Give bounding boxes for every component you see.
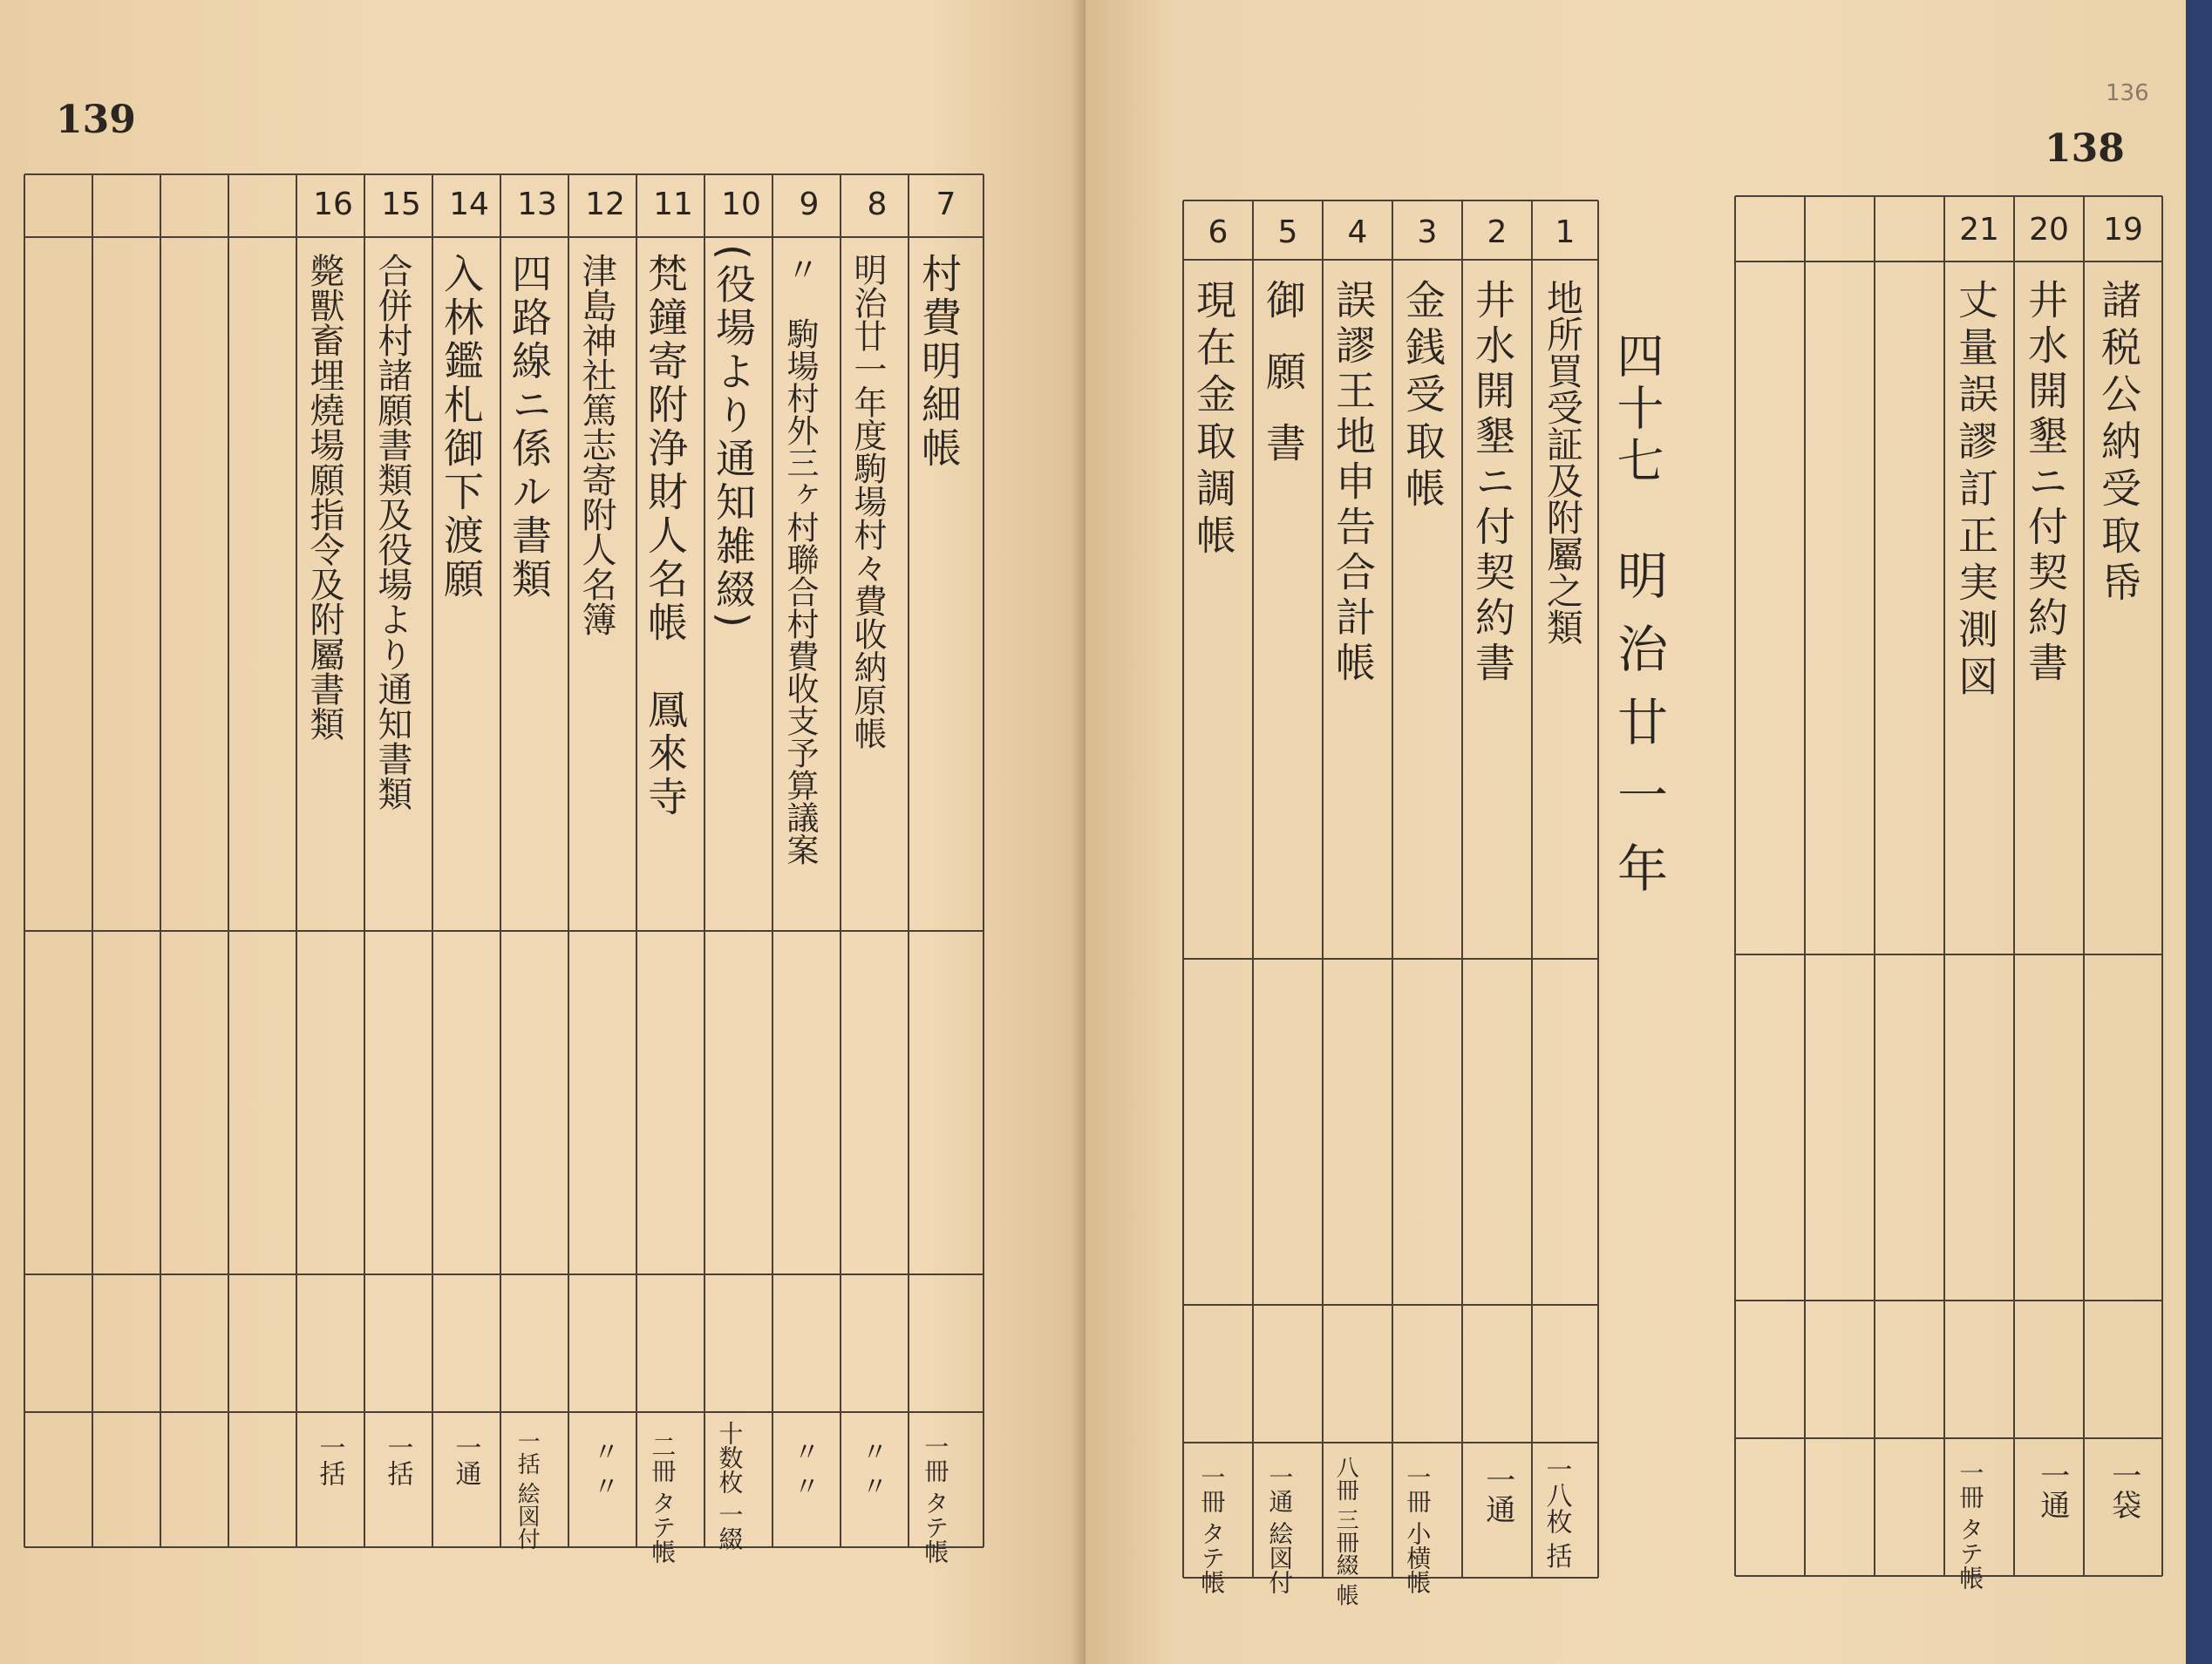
section-heading: 四十七 bbox=[1610, 331, 1664, 488]
entry-title: 金銭受取帳 bbox=[1399, 279, 1446, 514]
row-number: 13 bbox=[517, 187, 557, 222]
entry-quantity: 二冊 タテ帳 bbox=[648, 1434, 677, 1564]
row-number: 3 bbox=[1417, 214, 1438, 250]
row-number: 5 bbox=[1277, 214, 1298, 250]
entry-title: 御願書 bbox=[1260, 279, 1307, 493]
entry-quantity: 一通 bbox=[450, 1434, 481, 1486]
entry-title: 誤謬王地申告合計帳 bbox=[1330, 279, 1377, 687]
row-number: 10 bbox=[721, 187, 761, 222]
entry-quantity: 一括 絵図付 bbox=[514, 1430, 541, 1551]
row-number: 6 bbox=[1208, 214, 1229, 250]
row-number: 2 bbox=[1487, 214, 1508, 250]
entry-quantity: 一冊 小横帳 bbox=[1403, 1464, 1433, 1594]
row-number: 14 bbox=[449, 187, 489, 222]
row-number: 9 bbox=[799, 187, 820, 222]
entry-title: 津島神社篤志寄附人名簿 bbox=[576, 253, 616, 636]
entry-title: (役場より通知雑綴) bbox=[710, 244, 757, 631]
entry-quantity: 一八枚 括 bbox=[1541, 1456, 1572, 1569]
entry-title: 〃 駒場村外三ヶ村聯合村費收支予算議案 bbox=[781, 253, 819, 866]
entry-title: 入林鑑札御下渡願 bbox=[438, 253, 485, 601]
entry-quantity: 一冊 タテ帳 bbox=[921, 1434, 950, 1564]
row-number: 11 bbox=[653, 187, 693, 222]
entry-quantity: 八冊 三冊綴 帳 bbox=[1332, 1456, 1359, 1606]
entry-title: 井水開墾ニ付契約書 bbox=[1469, 279, 1516, 687]
entry-quantity: 一通 bbox=[2034, 1460, 2070, 1519]
entry-title: 明治廿一年度駒場村々費收納原帳 bbox=[848, 253, 887, 750]
entry-title: 合併村諸願書類及役場より通知書類 bbox=[372, 253, 412, 811]
entry-quantity: 十数枚 一綴 bbox=[715, 1421, 745, 1551]
entry-quantity: 一括 bbox=[382, 1434, 413, 1486]
entry-title: 地所買受証及附屬之類 bbox=[1542, 279, 1584, 645]
entry-title: 現在金取調帳 bbox=[1190, 279, 1237, 561]
page-number-right: 138 bbox=[2045, 126, 2125, 171]
row-number: 4 bbox=[1347, 214, 1368, 250]
era-heading: 明治廿一年 bbox=[1609, 549, 1668, 915]
page-number-left: 139 bbox=[56, 98, 136, 142]
entry-title: 井水開墾ニ付契約書 bbox=[2022, 279, 2069, 687]
entry-quantity: 一冊 タテ帳 bbox=[1956, 1460, 1985, 1590]
entry-title: 丈量誤謬訂正実測図 bbox=[1952, 279, 1999, 703]
entry-quantity: 一通 絵図付 bbox=[1265, 1464, 1295, 1594]
entry-title: 斃獸畜埋燒場願指令及附屬書類 bbox=[304, 253, 344, 741]
entry-quantity: 〃 〃 bbox=[856, 1438, 888, 1499]
row-number: 15 bbox=[381, 187, 421, 222]
entry-quantity: 一通 bbox=[1480, 1464, 1515, 1524]
row-number: 12 bbox=[585, 187, 625, 222]
row-number: 7 bbox=[936, 187, 956, 222]
entry-quantity: 一冊 タテ帳 bbox=[1197, 1464, 1227, 1594]
right-page bbox=[1086, 0, 2186, 1664]
row-number: 16 bbox=[313, 187, 353, 222]
row-number: 19 bbox=[2103, 212, 2143, 248]
left-page bbox=[0, 0, 1086, 1664]
entry-quantity: 〃 〃 bbox=[588, 1438, 619, 1499]
entry-quantity: 一袋 bbox=[2106, 1460, 2141, 1519]
entry-quantity: 一括 bbox=[314, 1434, 345, 1486]
entry-title: 四路線ニ係ル書類 bbox=[506, 253, 553, 601]
entry-title: 梵鐘寄附浄財人名帳 鳳來寺 bbox=[642, 253, 689, 819]
pencil-page-note: 136 bbox=[2106, 80, 2149, 106]
entry-title: 村費明細帳 bbox=[915, 253, 963, 471]
entry-title: 諸税公納受取帋 bbox=[2095, 279, 2142, 608]
entry-quantity: 〃 〃 bbox=[788, 1438, 820, 1499]
row-number: 20 bbox=[2029, 212, 2069, 248]
row-number: 21 bbox=[1959, 212, 1999, 248]
row-number: 1 bbox=[1555, 214, 1576, 250]
row-number: 8 bbox=[867, 187, 888, 222]
